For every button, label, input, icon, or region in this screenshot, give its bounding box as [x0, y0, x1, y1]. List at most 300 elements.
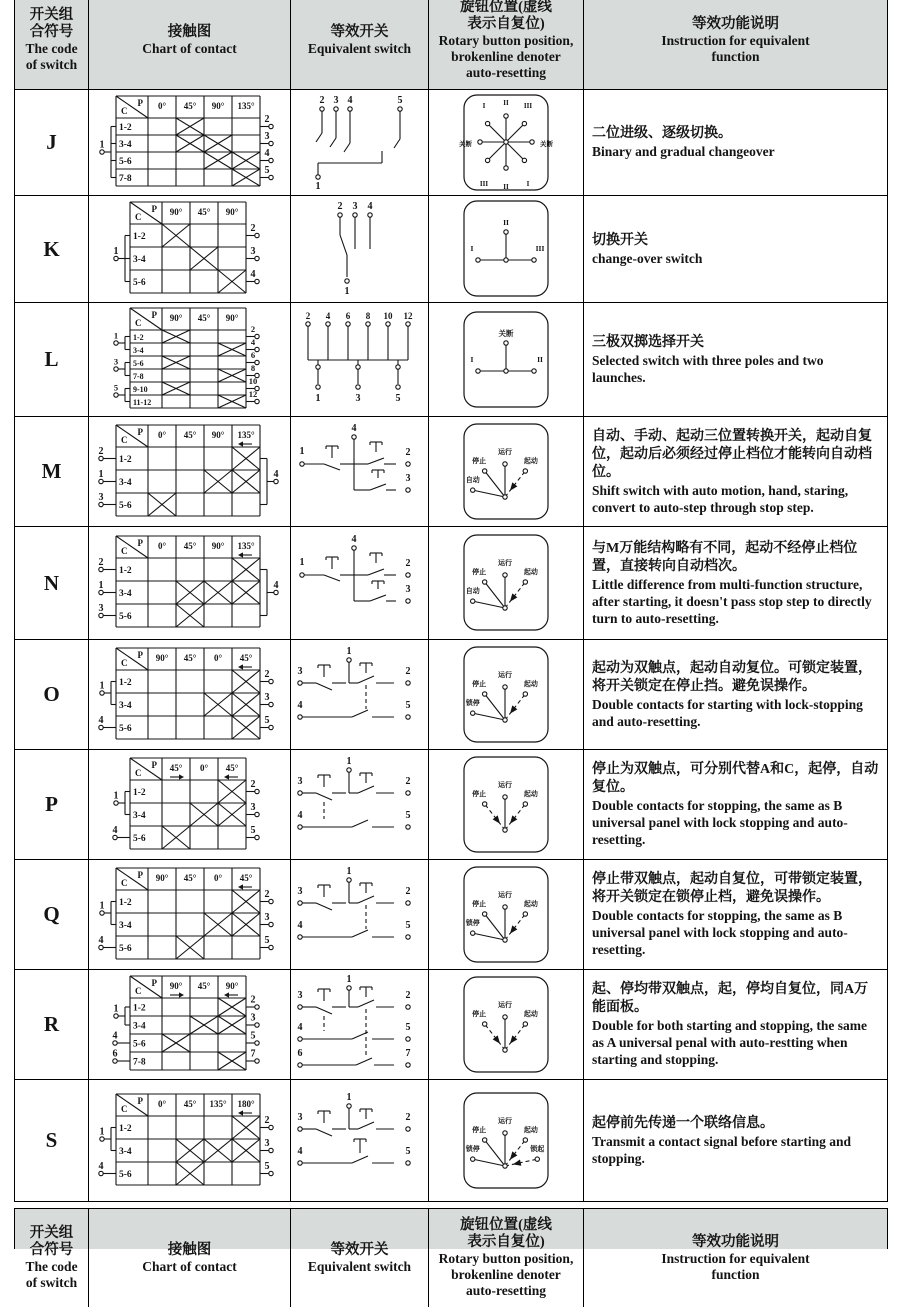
table-body: [15, 90, 887, 1202]
svg-text:3: 3: [264, 131, 269, 142]
header-zh-line: 开关组: [29, 1225, 74, 1241]
header-col-text: [89, 0, 290, 89]
svg-text:3: 3: [405, 472, 410, 484]
svg-text:5: 5: [405, 1145, 410, 1157]
svg-text:2: 2: [405, 1111, 410, 1123]
function-cell: [584, 527, 887, 639]
svg-text:C: C: [134, 212, 141, 222]
svg-text:5: 5: [250, 1030, 255, 1042]
svg-text:45°: 45°: [183, 652, 196, 663]
svg-text:P: P: [137, 1095, 143, 1106]
svg-text:7-8: 7-8: [118, 174, 132, 184]
svg-text:停止: 停止: [472, 1125, 487, 1134]
svg-text:I: I: [470, 244, 474, 253]
svg-text:1: 1: [99, 680, 104, 691]
svg-text:4: 4: [112, 1030, 117, 1042]
function-cell: [584, 1080, 887, 1201]
svg-text:1: 1: [113, 790, 118, 801]
svg-text:5-6: 5-6: [118, 500, 132, 511]
svg-text:起动: 起动: [523, 567, 538, 576]
svg-text:2: 2: [405, 665, 410, 677]
svg-text:45°: 45°: [239, 872, 252, 883]
switch-code: S: [45, 1128, 58, 1152]
header-en-line: of switch: [25, 57, 78, 72]
svg-text:10: 10: [248, 376, 257, 386]
svg-text:5-6: 5-6: [118, 157, 132, 167]
function-zh: 停止带双触点，起动自复位，可带锁定装置，将开关锁定在锁停止档，避免误操作。: [592, 872, 872, 905]
svg-text:6: 6: [297, 1047, 302, 1059]
contact-chart: [90, 865, 290, 965]
header-col-text: [15, 0, 88, 89]
svg-text:停止: 停止: [472, 899, 487, 908]
svg-text:运行: 运行: [498, 1116, 512, 1125]
header-col-text: [584, 0, 887, 89]
rotary-position-diagram: [450, 864, 562, 966]
svg-text:3: 3: [352, 201, 357, 212]
function-en: Transmit a contact signal before starting and stopping.: [592, 1133, 851, 1166]
header-en-line: Instruction for equivalent: [661, 1250, 810, 1266]
svg-text:1-2: 1-2: [118, 566, 132, 576]
header-zh-line: 等效功能说明: [692, 1233, 779, 1250]
svg-text:4: 4: [325, 310, 330, 321]
svg-text:3-4: 3-4: [118, 700, 132, 711]
svg-text:0°: 0°: [157, 101, 166, 111]
function-en: Double contacts for stopping, the same as B universal panel with lock stopping and auto-resetting.: [592, 908, 848, 957]
svg-text:5: 5: [264, 714, 269, 726]
rotary-position-diagram: [450, 532, 562, 634]
svg-text:起动: 起动: [523, 789, 538, 798]
svg-text:1: 1: [98, 580, 103, 591]
svg-text:1: 1: [99, 900, 104, 911]
svg-text:1: 1: [346, 645, 351, 657]
rotary-position-diagram: [450, 421, 562, 523]
svg-text:2: 2: [264, 1114, 269, 1126]
svg-text:运行: 运行: [498, 447, 512, 456]
svg-text:135°: 135°: [236, 541, 255, 551]
header-en-line: function: [711, 1266, 760, 1282]
svg-text:5-6: 5-6: [118, 723, 132, 734]
svg-text:90°: 90°: [169, 313, 182, 323]
svg-text:P: P: [151, 759, 157, 770]
svg-text:起动: 起动: [523, 679, 538, 688]
contact-chart: [104, 199, 276, 299]
svg-text:3: 3: [264, 911, 269, 923]
svg-text:5: 5: [264, 165, 269, 176]
switch-row-L: [15, 303, 887, 417]
rotary-position-cell: [429, 90, 584, 195]
code-cell: [15, 970, 89, 1079]
svg-text:3: 3: [98, 491, 103, 503]
svg-text:2: 2: [250, 778, 255, 790]
svg-text:4: 4: [351, 422, 356, 434]
svg-text:4: 4: [297, 1145, 302, 1157]
function-en: Little difference from multi-function structure, after starting, it doesn't pass stop step to directly turn to auto-resetting.: [592, 576, 872, 626]
switch-row-Q: [15, 860, 887, 970]
function-cell: [584, 970, 887, 1079]
contact-chart-cell: [89, 196, 291, 302]
svg-text:2: 2: [264, 888, 269, 900]
svg-text:II: II: [503, 218, 509, 227]
header-en-line: brokenline denoter: [451, 49, 561, 64]
svg-text:C: C: [120, 657, 127, 668]
header-zh-line: 合符号: [29, 24, 74, 40]
equivalent-switch-diagram: [294, 755, 426, 855]
svg-text:1: 1: [346, 865, 351, 877]
function-cell: [584, 90, 887, 195]
svg-text:III: III: [523, 101, 533, 110]
contact-chart-cell: [89, 860, 291, 969]
header-en-line: of switch: [25, 1275, 78, 1290]
svg-text:4: 4: [273, 468, 278, 480]
contact-chart: [90, 645, 290, 745]
contact-chart-cell: [89, 303, 291, 416]
svg-text:1-2: 1-2: [132, 333, 144, 342]
function-cell: [584, 196, 887, 302]
svg-text:4: 4: [98, 934, 103, 946]
rotary-position-cell: [429, 303, 584, 416]
svg-text:1: 1: [99, 139, 104, 151]
svg-text:3: 3: [355, 392, 360, 404]
svg-text:7: 7: [250, 1048, 255, 1060]
svg-text:1-2: 1-2: [118, 454, 132, 465]
svg-text:I: I: [482, 101, 486, 110]
header-en-line: auto-resetting: [466, 1283, 546, 1298]
svg-text:停止: 停止: [472, 456, 487, 465]
header-zh-line: 合符号: [29, 1242, 74, 1258]
svg-text:3-4: 3-4: [118, 589, 132, 599]
svg-text:1-2: 1-2: [118, 123, 132, 133]
svg-text:3-4: 3-4: [118, 140, 132, 150]
svg-text:III: III: [535, 244, 545, 253]
svg-text:1-2: 1-2: [132, 232, 146, 242]
svg-text:C: C: [120, 434, 127, 445]
rotary-position-diagram: [450, 974, 562, 1076]
svg-text:45°: 45°: [183, 429, 196, 440]
svg-text:4: 4: [297, 919, 302, 931]
svg-text:5: 5: [250, 824, 255, 836]
header-col-text: [89, 1209, 290, 1307]
switch-code: L: [44, 347, 59, 371]
svg-text:II: II: [503, 182, 509, 191]
header-en-line: Equivalent switch: [307, 1258, 412, 1274]
header-col-2: [89, 0, 291, 89]
equivalent-switch-cell: [291, 1080, 429, 1201]
svg-text:45°: 45°: [183, 541, 196, 551]
header-zh-line: 接触图: [167, 23, 212, 40]
rotary-position-cell: [429, 750, 584, 859]
header-zh-line: 开关组: [29, 7, 74, 23]
svg-text:1: 1: [113, 330, 118, 341]
header-en-line: Chart of contact: [142, 40, 237, 56]
header-en-line: brokenline denoter: [451, 1267, 561, 1282]
svg-text:90°: 90°: [155, 872, 168, 883]
table-header-repeat: [15, 1209, 887, 1298]
svg-text:起动: 起动: [523, 899, 538, 908]
svg-text:0°: 0°: [213, 652, 222, 663]
svg-text:2: 2: [305, 310, 310, 321]
function-zh: 停止为双触点，可分别代替A和C，起停，自动复位。: [592, 762, 879, 795]
code-cell: [15, 90, 89, 195]
svg-text:4: 4: [250, 337, 255, 347]
svg-text:4: 4: [250, 269, 255, 280]
equivalent-switch-cell: [291, 860, 429, 969]
svg-text:3: 3: [264, 691, 269, 703]
function-en: Selected switch with three poles and two launches.: [592, 352, 824, 385]
svg-text:运行: 运行: [498, 1000, 512, 1009]
equivalent-switch-diagram: [294, 973, 426, 1077]
equivalent-switch-diagram: [294, 199, 426, 299]
svg-text:5-6: 5-6: [118, 1169, 132, 1180]
contact-chart: [90, 422, 290, 522]
function-en: change-over switch: [592, 250, 703, 266]
svg-text:3: 3: [297, 775, 302, 787]
svg-text:II: II: [537, 354, 543, 364]
svg-text:3: 3: [297, 885, 302, 897]
svg-text:4: 4: [297, 809, 302, 821]
contact-chart-cell: [89, 750, 291, 859]
switch-row-O: [15, 640, 887, 750]
code-cell: [15, 1080, 89, 1201]
svg-text:90°: 90°: [211, 101, 224, 111]
function-en: Double for both starting and stopping, the same as A universal penal with auto-restting when starting and stopping.: [592, 1018, 868, 1067]
svg-text:C: C: [134, 986, 141, 996]
header-col-4: [429, 0, 584, 89]
contact-chart: [104, 305, 276, 414]
svg-text:1-2: 1-2: [132, 787, 146, 798]
svg-text:运行: 运行: [498, 670, 512, 679]
header-en-line: The code: [25, 41, 78, 56]
svg-text:3: 3: [250, 246, 255, 257]
function-cell: [584, 640, 887, 749]
svg-text:关断: 关断: [498, 328, 514, 338]
equivalent-switch-diagram: [294, 310, 426, 410]
svg-text:P: P: [137, 538, 143, 548]
svg-text:3: 3: [297, 1111, 302, 1123]
header-col-3: [291, 0, 429, 89]
svg-text:0°: 0°: [157, 1098, 166, 1109]
switch-code: P: [45, 792, 58, 816]
equivalent-switch-cell: [291, 750, 429, 859]
svg-text:锁起: 锁起: [530, 1144, 545, 1153]
svg-text:1: 1: [99, 1126, 104, 1137]
svg-text:C: C: [120, 1103, 127, 1114]
header-zh-line: 等效功能说明: [692, 15, 779, 32]
svg-text:4: 4: [367, 201, 372, 212]
function-zh: 起动为双触点，起动自动复位。可锁定装置，将开关锁定在停止挡。避免误操作。: [592, 660, 872, 694]
svg-text:4: 4: [297, 1021, 302, 1033]
rotary-position-cell: [429, 417, 584, 526]
svg-text:1: 1: [315, 180, 320, 192]
equivalent-switch-cell: [291, 196, 429, 302]
contact-chart: [104, 973, 276, 1076]
svg-text:1-2: 1-2: [132, 1003, 146, 1014]
switch-code: K: [43, 236, 60, 261]
svg-text:2: 2: [250, 223, 255, 234]
svg-text:自动: 自动: [465, 587, 480, 596]
header-zh-line: 等效开关: [330, 1241, 389, 1258]
header-en-line: Rotary button position,: [438, 1251, 574, 1266]
rotary-position-cell: [429, 970, 584, 1079]
svg-text:3: 3: [250, 1012, 255, 1024]
header-en-line: Instruction for equivalent: [661, 32, 810, 48]
svg-text:5-6: 5-6: [118, 612, 132, 622]
svg-text:90°: 90°: [225, 981, 238, 991]
svg-text:3-4: 3-4: [132, 1021, 146, 1032]
equivalent-switch-cell: [291, 90, 429, 195]
svg-text:2: 2: [405, 885, 410, 897]
svg-text:4: 4: [264, 148, 269, 159]
function-en: Binary and gradual changeover: [592, 144, 775, 159]
svg-text:P: P: [151, 978, 157, 988]
svg-text:2: 2: [337, 201, 342, 212]
svg-text:5: 5: [264, 1160, 269, 1172]
svg-text:5-6: 5-6: [132, 833, 146, 844]
svg-text:0°: 0°: [199, 762, 208, 773]
svg-text:90°: 90°: [225, 313, 238, 323]
header-zh-line: 等效开关: [330, 23, 389, 40]
svg-text:1: 1: [299, 445, 304, 457]
svg-text:5: 5: [397, 94, 402, 106]
contact-chart: [90, 533, 290, 633]
svg-text:10: 10: [383, 310, 392, 321]
svg-text:关断: 关断: [540, 140, 553, 148]
code-cell: [15, 527, 89, 639]
switch-row-P: [15, 750, 887, 860]
svg-text:2: 2: [98, 557, 103, 568]
svg-text:5-6: 5-6: [132, 1039, 146, 1050]
svg-text:运行: 运行: [498, 780, 512, 789]
function-en: Shift switch with auto motion, hand, staring, convert to auto-step through stop step.: [592, 482, 849, 515]
svg-text:3: 3: [297, 989, 302, 1001]
svg-text:5: 5: [405, 699, 410, 711]
table-footer-repeat: [14, 1208, 888, 1298]
switch-row-K: [15, 196, 887, 303]
svg-text:90°: 90°: [211, 429, 224, 440]
svg-text:12: 12: [403, 310, 412, 321]
header-col-text: [429, 1209, 583, 1307]
svg-text:P: P: [137, 869, 143, 880]
function-zh: 三极双掷选择开关: [592, 334, 704, 350]
header-col-4: [429, 1209, 584, 1307]
rotary-position-cell: [429, 1080, 584, 1201]
svg-text:90°: 90°: [155, 652, 168, 663]
svg-text:45°: 45°: [239, 652, 252, 663]
header-en-line: function: [711, 48, 760, 64]
svg-text:8: 8: [250, 363, 255, 373]
equivalent-switch-diagram: [294, 533, 426, 633]
code-cell: [15, 303, 89, 416]
header-en-line: Equivalent switch: [307, 40, 412, 56]
rotary-position-diagram: [450, 754, 562, 856]
equivalent-switch-cell: [291, 527, 429, 639]
function-zh: 起停前先传递一个联络信息。: [592, 1115, 774, 1131]
svg-text:4: 4: [98, 714, 103, 726]
equivalent-switch-cell: [291, 640, 429, 749]
svg-text:135°: 135°: [236, 429, 255, 440]
svg-text:180°: 180°: [236, 1098, 255, 1109]
contact-chart-cell: [89, 640, 291, 749]
svg-text:2: 2: [250, 994, 255, 1006]
svg-text:P: P: [137, 649, 143, 660]
svg-text:运行: 运行: [498, 559, 512, 567]
switch-row-N: [15, 527, 887, 640]
contact-chart: [104, 755, 276, 855]
header-en-line: auto-resetting: [466, 65, 546, 80]
svg-text:1-2: 1-2: [118, 677, 132, 688]
svg-text:停止: 停止: [472, 1009, 487, 1018]
svg-text:4: 4: [351, 534, 356, 545]
svg-text:3: 3: [250, 801, 255, 813]
svg-text:5-6: 5-6: [118, 943, 132, 954]
function-cell: [584, 750, 887, 859]
svg-text:3: 3: [405, 584, 410, 595]
function-en: Double contacts for stopping, the same as B universal panel with lock stopping and auto-resetting.: [592, 798, 848, 847]
svg-text:C: C: [120, 546, 127, 556]
svg-text:7-8: 7-8: [132, 372, 144, 381]
svg-text:45°: 45°: [225, 762, 238, 773]
svg-text:0°: 0°: [213, 872, 222, 883]
function-zh: 切换开关: [592, 232, 648, 248]
svg-text:1-2: 1-2: [118, 1123, 132, 1134]
svg-text:C: C: [120, 877, 127, 888]
svg-text:45°: 45°: [197, 207, 210, 217]
svg-text:3: 3: [113, 356, 118, 367]
rotary-position-cell: [429, 860, 584, 969]
svg-text:2: 2: [405, 989, 410, 1001]
equivalent-switch-diagram: [294, 1091, 426, 1191]
svg-text:0°: 0°: [157, 541, 166, 551]
contact-chart-cell: [89, 1080, 291, 1201]
svg-text:3: 3: [297, 665, 302, 677]
svg-text:锁停: 锁停: [465, 698, 480, 707]
svg-text:关断: 关断: [459, 140, 472, 148]
svg-text:7: 7: [405, 1047, 410, 1059]
header-col-text: [291, 1209, 428, 1307]
header-col-3: [291, 1209, 429, 1307]
svg-text:45°: 45°: [183, 101, 196, 111]
equivalent-switch-diagram: [294, 865, 426, 965]
svg-text:4: 4: [98, 1160, 103, 1172]
header-col-5: [584, 0, 887, 89]
function-cell: [584, 860, 887, 969]
rotary-position-diagram: [450, 92, 562, 194]
svg-text:锁停: 锁停: [465, 1144, 480, 1153]
svg-text:3-4: 3-4: [132, 810, 146, 821]
svg-text:I: I: [526, 179, 530, 188]
rotary-position-cell: [429, 527, 584, 639]
svg-text:起动: 起动: [523, 1125, 538, 1134]
contact-chart: [90, 93, 290, 192]
switch-row-S: [15, 1080, 887, 1202]
svg-text:0°: 0°: [157, 429, 166, 440]
svg-text:2: 2: [250, 324, 255, 334]
svg-text:45°: 45°: [183, 872, 196, 883]
svg-text:P: P: [137, 98, 143, 108]
svg-text:锁停: 锁停: [465, 918, 480, 927]
svg-text:3-4: 3-4: [118, 477, 132, 488]
header-col-1: [15, 0, 89, 89]
svg-text:P: P: [151, 204, 157, 214]
svg-text:II: II: [503, 98, 509, 107]
header-col-text: [584, 1209, 887, 1307]
svg-text:4: 4: [112, 824, 117, 836]
switch-code: M: [41, 459, 62, 483]
svg-text:停止: 停止: [472, 679, 487, 688]
svg-text:90°: 90°: [169, 207, 182, 217]
svg-text:2: 2: [98, 445, 103, 457]
code-cell: [15, 640, 89, 749]
switch-code: Q: [43, 902, 60, 926]
